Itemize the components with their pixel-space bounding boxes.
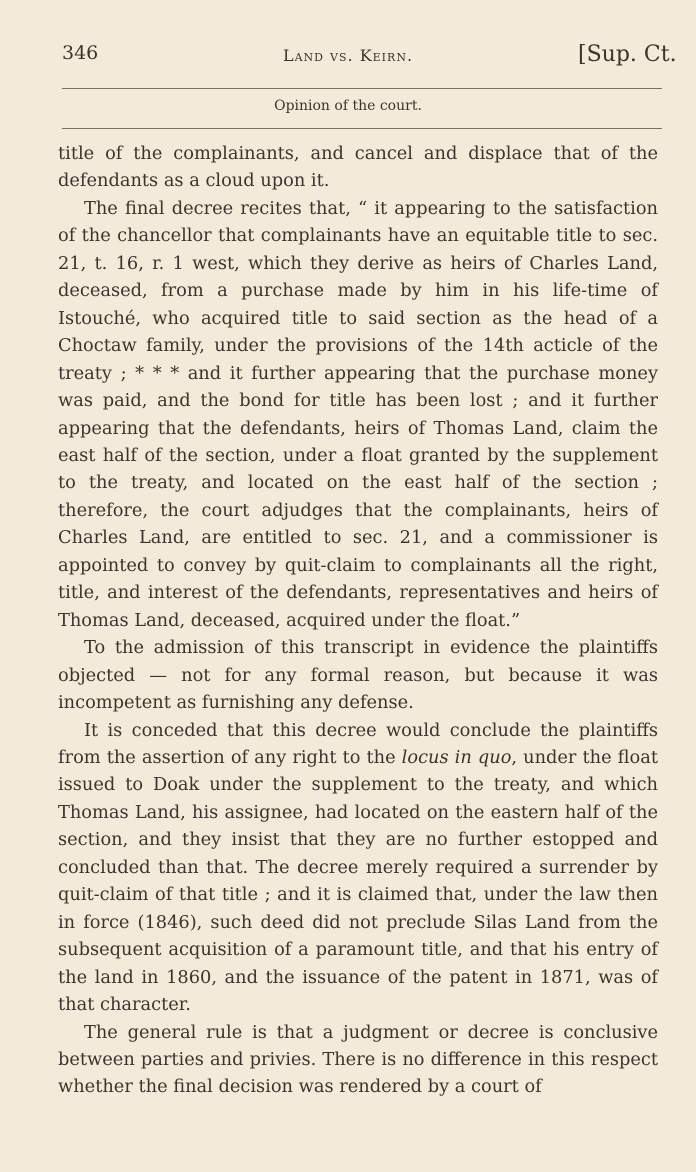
page-number: 346 (62, 42, 99, 64)
locus-in-quo-italic: locus in quo (401, 746, 512, 768)
paragraph-final-decree: The final decree recites that, “ it appearing to the satisfaction of the chancellor that complainants have an equitable title to sec. 21, t. 16, r. 1 west, which they derive as heirs of Charles Land, deceased, from a purchase made by him in his life-time of Istouché, who acquired title to said section as the head of a Choctaw family, under the provisions of the 14th acticle of the treaty ; * * * and it further appearing that the purchase money was paid, and the bond for title has been lost ; and it further appearing that the defendants, heirs of Thomas Land, claim the east half of the section, under a float granted by the supplement to the treaty, and located on the east half of the section ; therefore, the court adjudges that the complainants, heirs of Charles Land, are entitled to sec. 21, and a commissioner is appointed to convey by quit-claim to complainants all the right, title, and interest of the defendants, representatives and heirs of Thomas Land, deceased, acquired under the float.” (58, 197, 658, 631)
header-rule-top (62, 88, 662, 89)
paragraph-objection: To the admission of this transcript in evidence the plaintiffs objected — not for any formal reason, but because it was incompetent as furnishing any defense. (58, 637, 658, 714)
body-text (58, 140, 658, 1101)
paragraph-continuation: title of the complainants, and cancel and displace that of the defendants as a cloud upon it. (58, 143, 658, 192)
running-title: Land vs. Keirn. (282, 46, 414, 65)
paragraph-general-rule: The general rule is that a judgment or decree is conclusive between parties and privies. There is no difference in this respect whether the final decision was rendered by a court of (58, 1021, 658, 1098)
header-rule-bottom (62, 128, 662, 129)
paragraph-concession: It is conceded that this decree would conclude the plaintiffs from the assertion of any right to the locus in quo, under the float issued to Doak under the supplement to the treaty, and which Thomas Land, his assignee, had located on the eastern half of the section, and they insist that they are no further estopped and concluded than that. The decree merely required a surrender by quit-claim of that title ; and it is claimed that, under the law then in force (1846), such deed did not preclude Silas Land from the subsequent acquisition of a paramount title, and that his entry of the land in 1860, and the issuance of the patent in 1871, was of that character. (58, 719, 658, 1016)
section-subheader: Opinion of the court. (274, 98, 422, 114)
court-label: [Sup. Ct. (578, 42, 677, 67)
running-header (0, 38, 696, 72)
